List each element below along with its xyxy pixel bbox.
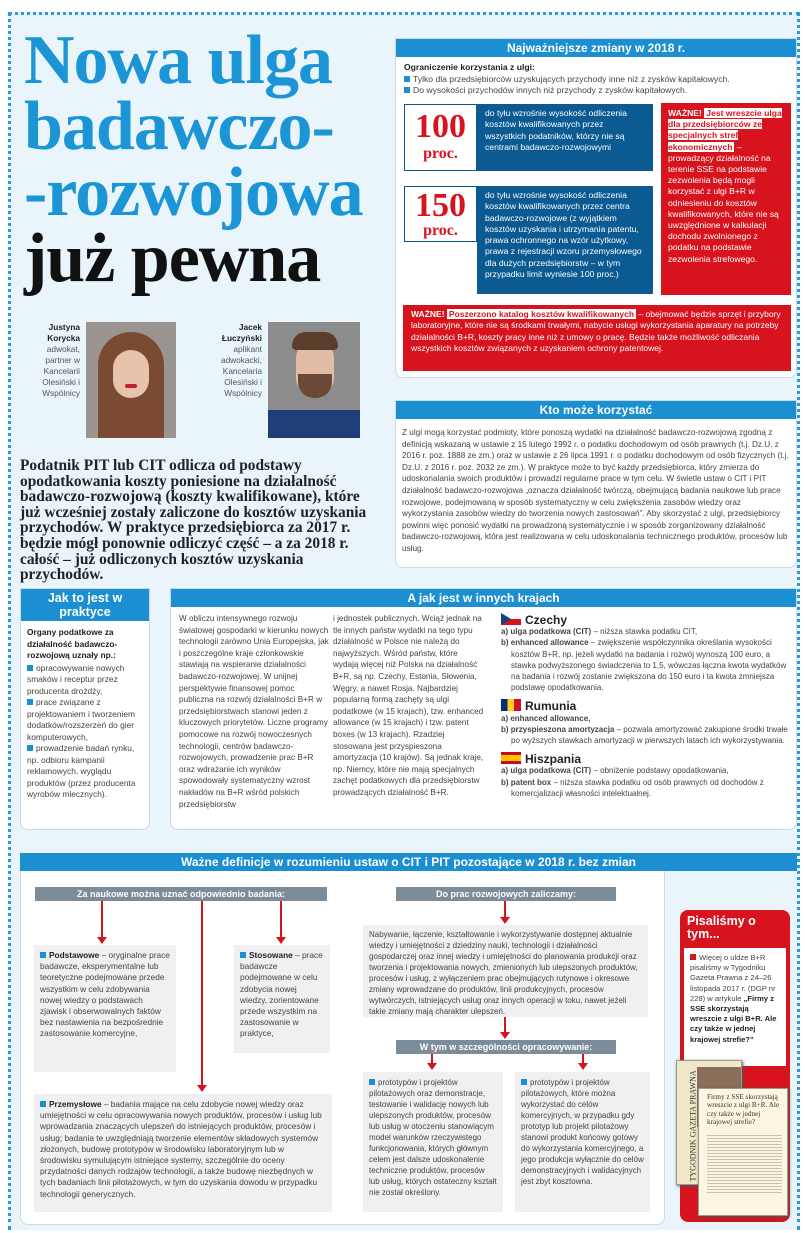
we-wrote-text bbox=[684, 948, 786, 1066]
development-bar: Do prac rozwojowych zaliczamy: bbox=[396, 887, 616, 901]
practice-item-text: opracowywanie nowych smaków i receptur przez producenta drożdży, bbox=[27, 662, 125, 696]
basic-research-box bbox=[34, 945, 176, 1072]
particular-bar: W tym w szczególności opracowywanie: bbox=[396, 1040, 616, 1054]
bullet-icon bbox=[27, 665, 33, 671]
bullet-icon bbox=[369, 1079, 375, 1085]
article-headline: Firmy z SSE skorzystają wreszcie z ulgi B+R. Ale czy także w jednej krajowej strefie? bbox=[707, 1093, 780, 1127]
desc: – badania mające na celu zdobycie nowej wiedzy oraz umiejętności w celu opracowywania nowych produktów, procesów i usług lub wprowadzania znaczących ulepszeń do istniejących produktów, procesów i usług; badania te uwzględniają tworzenie elementów składowych systemów złożonych, budowę prototypów w środowisku laboratoryjnym lub w środowisku symulującym istniejące systemy, szczególnie do oceny przydatności danych rodzajów technologii, a także budowę niezbędnych w tych badaniach linii pilotażowych, w tym do uzyskania dowodu w przypadku technologii generycznych. bbox=[40, 1099, 322, 1199]
practice-box bbox=[20, 588, 150, 830]
science-bar: Za naukowe można uznać odpowiednio badania: bbox=[35, 887, 327, 901]
abroad-column-2: i jednostek publicznych. Wciąż jednak na tle innych państw wydatki na tego typu działalność w Polsce nie należą do najwyższych. Wśród państw, które wydają więcej niż Polska na działalność B+R, są np. Czechy, Estonia, Słowenia, Węgry, a nawet Rosja. Najbardziej popularną formą zachęty są ulgi podatkowe (w 15 krajach), tzw. enhanced allowance (w 15 krajach) i tzw. patent boxes (w 13 krajach). Rzadziej stosowana jest przyspieszona amortyzacja (10 krajów). Są jednak kraje, np. Niemcy, które nie mają specjalnych zachęt podatkowych dla przedsiębiorstw prowadzących działalność B+R. bbox=[333, 614, 484, 797]
country-name: Hiszpania bbox=[525, 752, 582, 767]
author-photo bbox=[86, 322, 176, 438]
country-item bbox=[501, 626, 791, 637]
practice-item bbox=[27, 663, 143, 698]
masthead: TYGODNIK GAZETA PRAWNA bbox=[688, 1070, 698, 1182]
author-first-name: Jacek bbox=[238, 322, 262, 332]
term: Przemysłowe bbox=[49, 1099, 102, 1109]
author-byline bbox=[206, 322, 262, 399]
arrow-down-icon bbox=[280, 901, 282, 939]
term: Podstawowe bbox=[49, 950, 100, 960]
we-wrote-desc: Więcej o uldze B+R pisaliśmy w Tygodniku Gazeta Prawna z 24–26 listopada 2017 r. (DGP nr 228) w artykule bbox=[690, 953, 776, 1003]
czech-flag-icon bbox=[501, 613, 521, 625]
headline-line: badawczo- bbox=[24, 88, 334, 165]
bullet-icon bbox=[521, 1079, 527, 1085]
headline-line: już pewna bbox=[24, 220, 321, 297]
romania-flag-icon bbox=[501, 699, 521, 711]
term: Stosowane bbox=[249, 950, 293, 960]
stat-number: 100 bbox=[415, 108, 466, 145]
bullet-icon bbox=[27, 745, 33, 751]
author-last-name: Korycka bbox=[47, 333, 80, 343]
desc: – obniżenie podstawy opodatkowania, bbox=[591, 766, 729, 776]
who-text: Z ulgi mogą korzystać podmioty, które ponoszą wydatki na działalność badawczo-rozwojową zgodną z definicją wskazaną w ustawie z 15 lutego 1992 r. o podatku dochodowym od osób prawnych (t.j. Dz.U. z 2016 r. poz. 1888 ze zm.) oraz w ustawie z 26 lipca 1991 r. o podatku dochodowym od osób fizycznych (t.j. Dz.U. z 2016 r. poz. 2032 ze zm.). W praktyce może to być każdy przedsiębiorca, który zmierza do udoskonalania swoich produktów i prowadzi regularne prace w tym celu. W świetle ustaw o CIT i PIT działalność badawczo-rozwojowa „oznacza działalność twórczą, obejmującą badania naukowe lub prace rozwojowe, podejmowaną w sposób systematyczny w celu zwiększenia zasobów wiedzy oraz wykorzystania zasobów wiedzy do tworzenia nowych zastosowań”. Aby skorzystać z ulgi, przedsiębiorcy powinni więc ponosić wydatki na prowadzoną systematycznie i w sposób zorganizowany działalność badawczo-rozwojową, która jest realizowana w celu udoskonalania technicznego produktów, procesów lub usług. bbox=[402, 428, 789, 553]
applied-research-box bbox=[234, 945, 330, 1053]
stat-100-description: do tyłu wzrośnie wysokość odliczenia kosztów kwalifikowanych przez wszystkich podatników, którzy nie są centrami badawczo-rozwojowymi bbox=[477, 104, 653, 171]
particular-item bbox=[515, 1072, 650, 1212]
particular-text: prototypów i projektów pilotażowych, które można wykorzystać do celów komercyjnych, w przypadku gdy prototyp lub projekt pilotażowy stanowi produkt końcowy gotowy do wykorzystania komercyjnego, a jego produkcja wyłącznie do celów demonstracyjnych i walidacyjnych jest zbyt kosztowna. bbox=[521, 1078, 644, 1186]
important-costs-note bbox=[403, 305, 791, 371]
desc: – pozwala amortyzować zakupione środki trwałe po wyższych stawkach amortyzacji w pierwszych latach ich wykorzystywania. bbox=[511, 724, 788, 746]
arrow-down-icon bbox=[201, 901, 203, 1087]
limits-section bbox=[396, 57, 796, 97]
article-link[interactable]: „Firmy z SSE skorzystają wreszcie z ulgi B+R. Ale czy także w jednej krajowej strefie?” bbox=[690, 993, 777, 1044]
stat-unit: proc. bbox=[423, 222, 458, 239]
author-photo bbox=[268, 322, 360, 438]
country-item bbox=[501, 724, 791, 746]
important-text: – obejmować będzie sprzęt i przybory laboratoryjne, które nie są środkami trwałymi, nabycie usługi wykorzystania aparatury na potrzeby działalności B+R, koszty pracy inne niż z umowy o pracę. Będzie także możliwość odliczania wszystkich kosztów związanych z uzyskaniem ochrony patentowej. bbox=[411, 309, 781, 353]
we-wrote-header: Pisaliśmy o tym... bbox=[687, 914, 756, 941]
bullet-icon bbox=[40, 952, 46, 958]
industrial-research-box bbox=[34, 1094, 332, 1212]
bullet-icon bbox=[40, 1101, 46, 1107]
definitions-header: Ważne definicje w rozumieniu ustaw o CIT i PIT pozostające w 2018 r. bez zmian bbox=[20, 853, 797, 871]
term: b) przyspieszona amortyzacja bbox=[501, 724, 615, 734]
particular-text: prototypów i projektów pilotażowych oraz demonstracje, testowanie i walidację nowych lub ulepszonych produktów, procesów lub usług w otoczeniu stanowiącym model warunków rzeczywistego funkcjonowania, których głównym celem jest dalsze udoskonalenie techniczne produktów, procesów lub usług, których ostateczny kształt nie został określony. bbox=[369, 1078, 497, 1197]
abroad-column-1: W obliczu intensywnego rozwoju światowej gospodarki w kierunku nowych technologii zarówno Unia Europejska, jak i poszczególne kraje członkowskie stawiają na wspieranie działalności badawczo-rozwojowej. W unijnej perspektywie finansowej pomoc publiczna na rozwój działalności B+R w przedsiębiorstwach stanowi jeden z kluczowych priorytetów. Liczne programy pomocowe na rozwój nowoczesnych technologii, centrów badawczo-rozwojowych, prowadzenie prac B+R oraz wdrażanie ich wyników spowodowały systematyczny wzrost nakładów na B+R wśród polskich przedsiębiorstw bbox=[179, 614, 329, 809]
term: b) patent box bbox=[501, 777, 552, 787]
stat-150 bbox=[404, 186, 477, 242]
country-item bbox=[501, 777, 791, 799]
important-label: WAŻNE! bbox=[411, 309, 445, 319]
stat-150-description: do tyłu wzrośnie wysokość odliczenia kosztów kwalifikowanych przez centra badawczo-rozwojowe (z wyjątkiem kosztów uzyskania i utrzymania patentu, prawa ochronnego na wzór użytkowy, prawa z rejestracji wzoru przemysłowego dla dużych przedsiębiorstw – w tym przypadku limit wyniesie 100 proc.) bbox=[477, 186, 653, 294]
headline bbox=[24, 22, 384, 297]
country-name: Rumunia bbox=[525, 699, 577, 714]
arrow-down-icon bbox=[582, 1054, 584, 1065]
limit-text: Do wysokości przychodów innych niż przychody z zysków kapitałowych. bbox=[413, 85, 688, 95]
practice-item bbox=[27, 743, 143, 801]
important-text: –prowadzący działalność na terenie SSE na podstawie zezwolenia będą mogli korzystać z ulgi B+R w odniesieniu do kosztów kwalifikowanych, które nie są uwzględnione w kalkulacji dochodu zwolnionego z podatku na podstawie zezwolenia strefowego. bbox=[668, 141, 779, 264]
term: a) ulga podatkowa (CIT) bbox=[501, 766, 592, 776]
arrow-down-icon bbox=[504, 1017, 506, 1034]
author-first-name: Justyna bbox=[48, 322, 80, 332]
key-changes-box bbox=[395, 38, 797, 378]
bullet-icon bbox=[404, 76, 410, 82]
bullet-icon bbox=[27, 699, 33, 705]
bullet-icon bbox=[404, 87, 410, 93]
particular-item bbox=[363, 1072, 503, 1212]
limits-title: Ograniczenie korzystania z ulgi: bbox=[404, 62, 535, 72]
practice-content bbox=[21, 621, 149, 801]
arrow-down-icon bbox=[431, 1054, 433, 1065]
limit-item bbox=[404, 85, 788, 97]
arrow-down-icon bbox=[504, 901, 506, 919]
development-text: Nabywanie, łączenie, kształtowanie i wykorzystywanie dostępnej aktualnie wiedzy i umiejętności z dziedziny nauki, technologii i działalności gospodarczej oraz innej wiedzy i umiejętności do planowania produkcji oraz tworzenia i projektowania nowych, zmienionych lub ulepszonych produktów, procesów i usług, z wyłączeniem prac obejmujących rutynowe i okresowe zmiany wprowadzane do produktów, linii produkcyjnych, procesów wytwórczych, istniejących usług oraz innych operacji w toku, nawet jeżeli takie zmiany mają charakter ulepszeń. bbox=[363, 925, 648, 1017]
author-role: adwokat, partner w Kancelarii Olesiński i Wspólnicy bbox=[42, 344, 80, 398]
headline-line: -rozwojowa bbox=[24, 154, 363, 231]
important-highlight: Jest wreszcie ulga dla przedsiębiorców ze specjalnych stref ekonomicznych bbox=[668, 108, 782, 152]
country-item bbox=[501, 765, 791, 776]
desc: – niższa stawka podatku od osób prawnych od dochodów z komercjalizacji własności intelektualnej. bbox=[511, 777, 764, 798]
countries-list bbox=[501, 607, 791, 799]
other-countries-header: A jak jest w innych krajach bbox=[171, 589, 796, 607]
stat-unit: proc. bbox=[423, 145, 458, 162]
country-item bbox=[501, 713, 791, 724]
author-role: aplikant adwokacki, Kancelaria Olesiński i Wspólnicy bbox=[220, 344, 262, 398]
limit-item bbox=[404, 74, 788, 86]
key-changes-header: Najważniejsze zmiany w 2018 r. bbox=[396, 39, 796, 57]
practice-header: Jak to jest w praktyce bbox=[21, 589, 149, 621]
desc: – zwiększenie współczynnika określania wysokości kosztów B+R, np. jeżeli wydatki na badania i rozwój wynoszą 100 euro, a stawka podwyższonego świadczenia to 1,5, wówczas łączna kwota wydatków na badania i rozwój zostanie zwiększona do 150 euro i ta kwota zmniejsza podstawę opodatkowania. bbox=[511, 638, 787, 693]
author-byline bbox=[28, 322, 80, 399]
who-header: Kto może korzystać bbox=[396, 401, 796, 419]
bullet-icon bbox=[240, 952, 246, 958]
bullet-icon bbox=[690, 954, 696, 960]
arrow-down-icon bbox=[101, 901, 103, 939]
country-item bbox=[501, 637, 791, 693]
other-countries-box bbox=[170, 588, 797, 830]
country-name: Czechy bbox=[525, 613, 568, 627]
important-highlight: Poszerzono katalog kosztów kwalifikowanych bbox=[448, 309, 635, 319]
desc: – niższa stawka podatku CIT, bbox=[591, 627, 698, 637]
term: a) enhanced allowance, bbox=[501, 713, 591, 723]
practice-intro: Organy podatkowe za działalność badawczo-rozwojową uznały np.: bbox=[27, 627, 118, 660]
spain-flag-icon bbox=[501, 752, 521, 764]
stat-100 bbox=[404, 104, 477, 171]
desc: – prace badawcze podejmowane w celu zdobycia nowej wiedzy, zorientowane przede wszystkim na zastosowanie w praktyce, bbox=[240, 950, 323, 1039]
desc: – oryginalne prace badawcze, eksperymentalne lub teoretyczne podejmowane przede wszystkim w celu zdobywania nowej wiedzy o podstawach zjawisk i obserwowalnych faktów bez nastawienia na bezpośrednie zastosowanie komercyjne, bbox=[40, 950, 170, 1039]
important-label: WAŻNE! bbox=[668, 108, 702, 118]
practice-item bbox=[27, 697, 143, 743]
important-sse-note bbox=[661, 103, 791, 295]
country-czech bbox=[501, 613, 791, 626]
author-last-name: Łuczyński bbox=[221, 333, 262, 343]
term: b) enhanced allowance bbox=[501, 638, 589, 648]
lead-paragraph: Podatnik PIT lub CIT odlicza od podstawy opodatkowania koszty poniesione na działalność badawczo-rozwojową (koszty kwalifikowane), które już wcześniej zostały zaliczone do kosztów uzyskania przychodów. W praktyce przedsiębiorca za 2017 r. będzie mógł ponownie odliczyć część – a za 2018 r. całość – już odliczonych kosztów uzyskania przychodów. bbox=[20, 457, 367, 584]
country-romania bbox=[501, 699, 791, 712]
limit-text: Tylko dla przedsiębiorców uzyskujących przychody inne niż z zysków kapitałowych. bbox=[413, 73, 730, 84]
article-page bbox=[698, 1088, 788, 1216]
headline-line: Nowa ulga bbox=[24, 22, 332, 99]
practice-item-text: prowadzenie badań rynku, np. odbioru kampanii reklamowych, wyglądu produktów (przez producenta wyrobów mlecznych). bbox=[27, 743, 136, 799]
who-can-use-box bbox=[395, 400, 797, 568]
term: a) ulga podatkowa (CIT) bbox=[501, 627, 592, 637]
practice-item-text: prace związane z projektowaniem i tworzeniem dodatków/rozszerzeń do gier komputerowych, bbox=[27, 697, 135, 742]
country-spain bbox=[501, 752, 791, 765]
stat-number: 150 bbox=[415, 187, 466, 224]
